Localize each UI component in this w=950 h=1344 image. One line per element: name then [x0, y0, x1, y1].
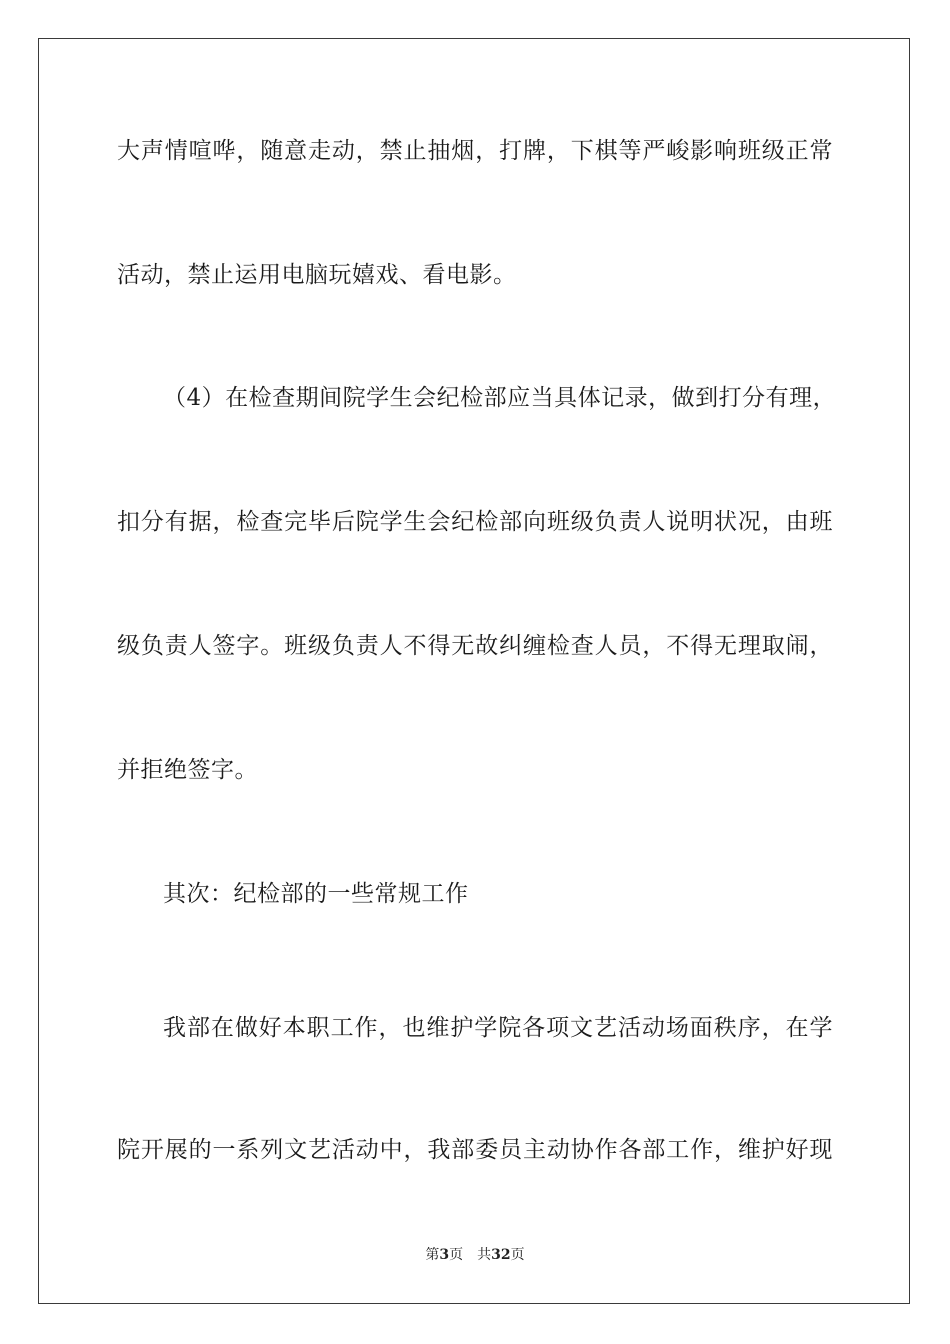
text-line-2: 活动，禁止运用电脑玩嬉戏、看电影。 — [117, 262, 517, 288]
text-line-3: （4）在检查期间院学生会纪检部应当具体记录，做到打分有理， — [163, 385, 837, 411]
footer-page-prefix: 第 — [425, 1247, 440, 1263]
footer-total-pages: 32 — [491, 1247, 511, 1263]
page-border — [38, 38, 910, 1304]
footer-total-prefix: 共 — [477, 1247, 492, 1263]
text-line-4: 扣分有据，检查完毕后院学生会纪检部向班级负责人说明状况，由班 — [117, 509, 833, 535]
page-footer — [0, 1246, 950, 1264]
text-line-9: 院开展的一系列文艺活动中，我部委员主动协作各部工作，维护好现 — [117, 1137, 833, 1163]
footer-page-number: 3 — [439, 1247, 450, 1263]
footer-page-suffix: 页 — [449, 1247, 464, 1263]
text-line-6: 并拒绝签字。 — [117, 757, 258, 783]
section-heading: 其次：纪检部的一些常规工作 — [163, 881, 469, 907]
footer-total-suffix: 页 — [510, 1247, 525, 1263]
text-line-5: 级负责人签字。班级负责人不得无故纠缠检查人员，不得无理取闹， — [117, 633, 833, 659]
text-line-8: 我部在做好本职工作，也维护学院各项文艺活动场面秩序，在学 — [163, 1015, 833, 1041]
text-line-1: 大声情喧哗，随意走动，禁止抽烟，打牌，下棋等严峻影响班级正常 — [117, 138, 833, 164]
